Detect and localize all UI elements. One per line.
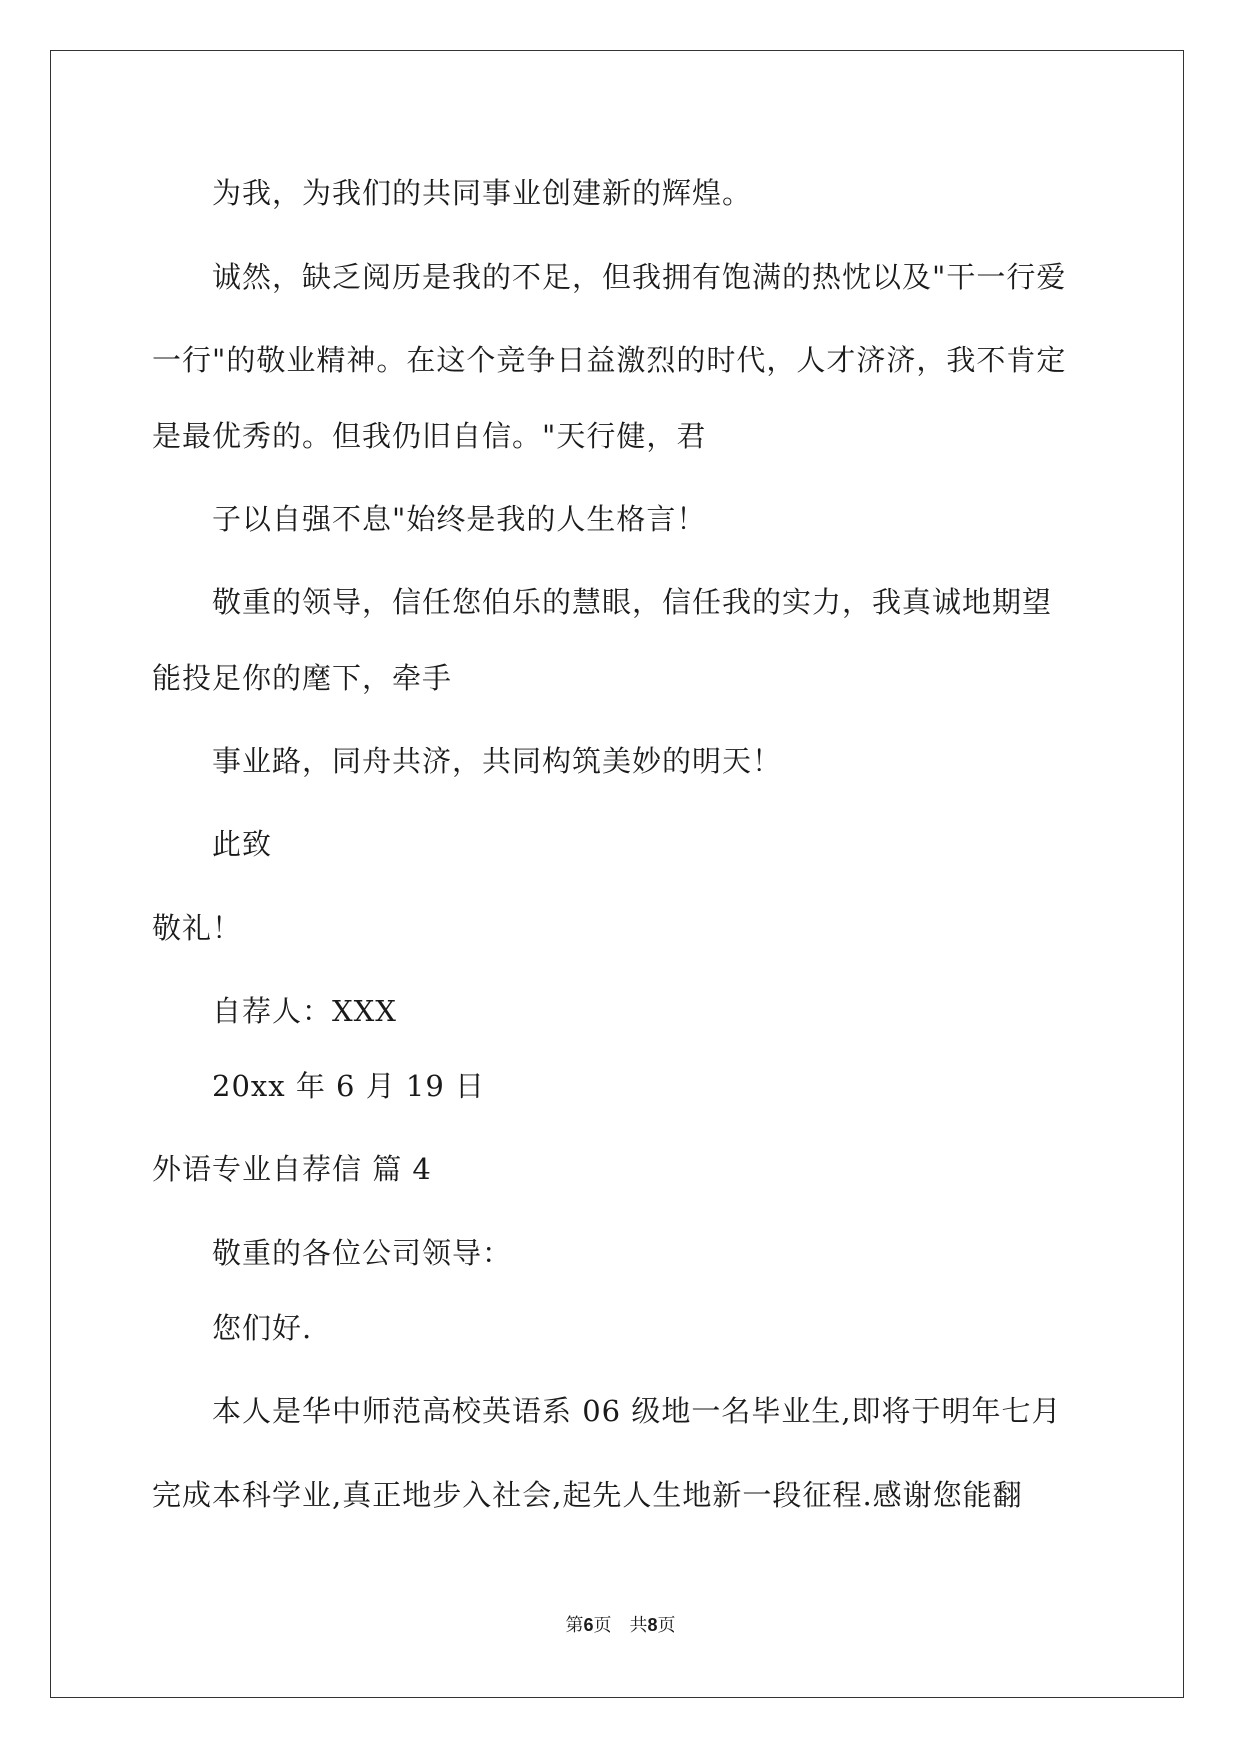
text-line: 诚然，缺乏阅历是我的不足，但我拥有饱满的热忱以及"干一行爱 <box>212 260 1067 294</box>
text-line: 您们好. <box>212 1311 313 1345</box>
text-line: 完成本科学业,真正地步入社会,起先人生地新一段征程.感谢您能翻 <box>152 1478 1023 1512</box>
text-line: 本人是华中师范高校英语系 06 级地一名毕业生,即将于明年七月 <box>212 1394 1062 1428</box>
page-suffix: 页 <box>657 1615 676 1636</box>
page-current: 6 <box>583 1615 594 1635</box>
closing-regards: 敬礼！ <box>152 911 243 945</box>
signature: 自荐人：XXX <box>212 994 397 1028</box>
page-mid: 页 共 <box>593 1615 648 1636</box>
closing-salutation: 此致 <box>212 827 273 861</box>
date: 20xx 年 6 月 19 日 <box>212 1069 486 1103</box>
page-prefix: 第 <box>565 1615 584 1636</box>
page-border <box>50 50 1184 1698</box>
text-line: 子以自强不息"始终是我的人生格言！ <box>212 502 707 536</box>
greeting: 敬重的各位公司领导： <box>212 1236 513 1270</box>
text-line: 事业路，同舟共济，共同构筑美妙的明天！ <box>212 744 783 778</box>
page-total: 8 <box>647 1615 658 1635</box>
section-title: 外语专业自荐信 篇 4 <box>152 1152 432 1186</box>
text-line: 一行"的敬业精神。在这个竞争日益激烈的时代，人才济济，我不肯定 <box>152 343 1067 377</box>
text-line: 是最优秀的。但我仍旧自信。"天行健，君 <box>152 419 707 453</box>
text-line: 敬重的领导，信任您伯乐的慧眼，信任我的实力，我真诚地期望 <box>212 585 1053 619</box>
text-line: 能投足你的麾下，牵手 <box>152 661 453 695</box>
text-line: 为我，为我们的共同事业创建新的辉煌。 <box>212 176 753 210</box>
page-footer <box>0 1613 1241 1638</box>
